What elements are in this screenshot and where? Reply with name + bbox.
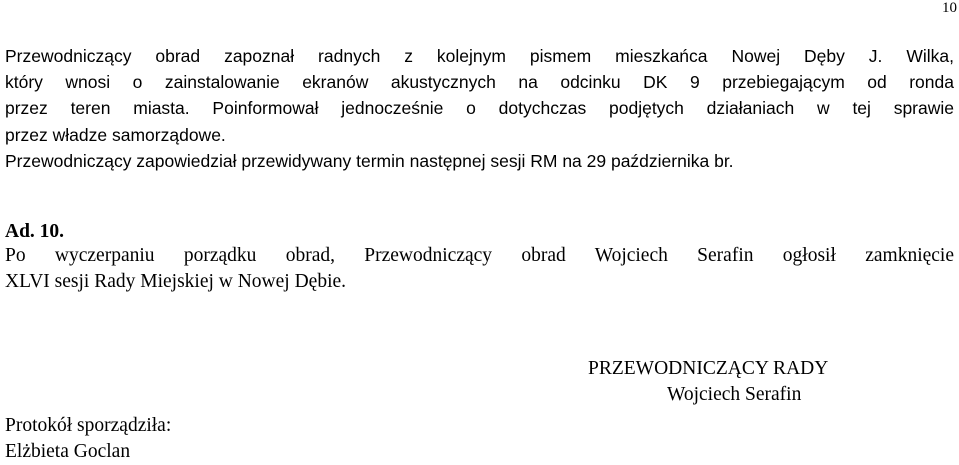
page-number: 10 <box>942 0 957 16</box>
recorder-label: Protokół sporządziła: <box>5 415 172 436</box>
chairman-name: Wojciech Serafin <box>667 384 802 405</box>
paragraph-line: przez władze samorządowe. <box>5 125 226 145</box>
paragraph-text-fragment: Poinformował jednocześnie o dotychczas podjętych działaniach w tej sprawie <box>189 98 955 118</box>
paragraph-text-fragment: przez teren miasta. <box>5 98 190 118</box>
paragraph-line: Po wyczerpaniu porządku obrad, Przewodniczący obrad Wojciech Serafin ogłosił zamknięcie <box>5 245 954 266</box>
chairman-signature <box>588 356 898 408</box>
paragraph-letter-info <box>5 43 954 174</box>
paragraph-line <box>5 95 954 122</box>
paragraph-line: Przewodniczący zapowiedział przewidywany termin następnej sesji RM na 29 października br. <box>5 151 734 171</box>
paragraph-closing <box>5 243 954 295</box>
recorder-name: Elżbieta Goclan <box>5 441 131 462</box>
paragraph-line: Przewodniczący obrad zapoznał radnych z kolejnym pismem mieszkańca Nowej Dęby J. Wilka, <box>5 46 954 66</box>
section-heading: Ad. 10. <box>5 221 65 242</box>
paragraph-line: XLVI sesji Rady Miejskiej w Nowej Dębie. <box>5 271 347 292</box>
chairman-title: PRZEWODNICZĄCY RADY <box>588 358 829 379</box>
paragraph-line: który wnosi o zainstalowanie ekranów akustycznych na odcinku DK 9 przebiegającym od ronda <box>5 72 954 92</box>
recorder-signature <box>5 413 171 465</box>
